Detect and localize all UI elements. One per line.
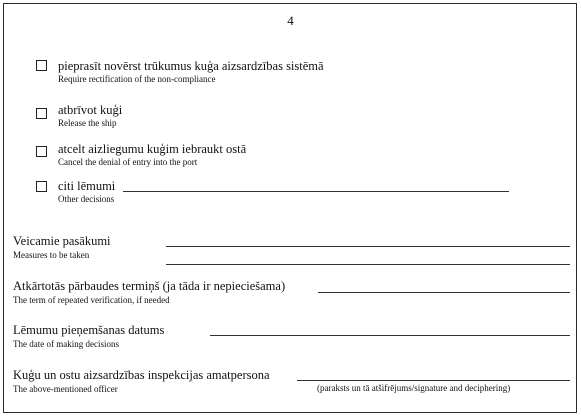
measures-input-line-2[interactable] bbox=[166, 264, 570, 265]
page-number: 4 bbox=[287, 13, 294, 28]
measures-label: Veicamie pasākumi bbox=[13, 234, 111, 248]
officer-signature-hint: (paraksts un tā atšifrējums/signature and deciphering) bbox=[317, 383, 511, 393]
decision-date-label: Lēmumu pieņemšanas datums bbox=[13, 323, 165, 337]
other-decisions-input-line[interactable] bbox=[123, 191, 509, 192]
decision-sublabel-other-decisions: Other decisions bbox=[58, 194, 115, 204]
checkbox-cancel-denial[interactable] bbox=[36, 146, 47, 157]
decision-sublabel-cancel-denial: Cancel the denial of entry into the port bbox=[58, 157, 198, 167]
repeat-term-input-line[interactable] bbox=[318, 292, 570, 293]
decision-label-require-rectification: pieprasīt novērst trūkumus kuģa aizsardzības sistēmā bbox=[58, 59, 324, 73]
repeat-term-label: Atkārtotās pārbaudes termiņš (ja tāda ir nepieciešama) bbox=[13, 279, 286, 293]
checkbox-require-rectification[interactable] bbox=[36, 60, 47, 71]
decision-date-sublabel: The date of making decisions bbox=[13, 339, 119, 349]
decision-label-release-ship: atbrīvot kuģi bbox=[58, 103, 123, 117]
decision-date-input-line[interactable] bbox=[210, 335, 570, 336]
officer-signature-line[interactable] bbox=[297, 380, 570, 381]
checkbox-other-decisions[interactable] bbox=[36, 181, 47, 192]
officer-label: Kuģu un ostu aizsardzības inspekcijas amatpersona bbox=[13, 368, 270, 382]
repeat-term-sublabel: The term of repeated verification, if needed bbox=[13, 295, 170, 305]
decision-sublabel-release-ship: Release the ship bbox=[58, 118, 117, 128]
decision-label-cancel-denial: atcelt aizliegumu kuģim iebraukt ostā bbox=[58, 142, 247, 156]
measures-input-line-1[interactable] bbox=[166, 246, 570, 247]
measures-sublabel: Measures to be taken bbox=[13, 250, 90, 260]
decision-label-other-decisions: citi lēmumi bbox=[58, 179, 116, 193]
checkbox-release-ship[interactable] bbox=[36, 108, 47, 119]
officer-sublabel: The above-mentioned officer bbox=[13, 384, 118, 394]
decision-sublabel-require-rectification: Require rectification of the non-compliance bbox=[58, 74, 216, 84]
